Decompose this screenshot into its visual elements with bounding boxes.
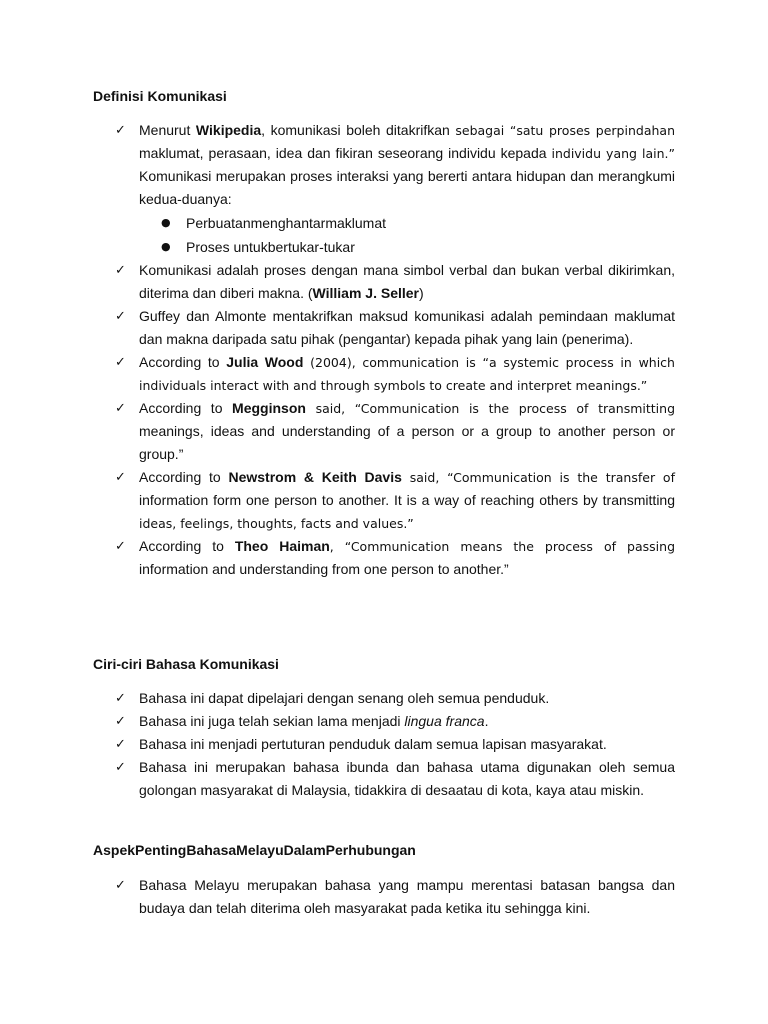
ciri-ciri-list bbox=[115, 687, 675, 802]
check-mark-icon: ✓ bbox=[115, 309, 126, 324]
list-item: ✓ According to Newstrom & Keith Davis said, “Communication is the transfer of information form one person to another. It is a way of reaching others by transmitting ideas, feelings, thoughts, facts and values.” bbox=[115, 466, 675, 535]
list-item: ✓ According to Julia Wood (2004), communication is “a systemic process in which individuals interact with and through symbols to create and interpret meanings.” bbox=[115, 351, 675, 397]
definisi-list bbox=[115, 119, 675, 581]
section-title-definisi: Definisi Komunikasi bbox=[93, 88, 227, 104]
check-mark-icon: ✓ bbox=[115, 401, 126, 416]
list-item: ✓ Bahasa ini juga telah sekian lama menjadi lingua franca. bbox=[115, 710, 675, 733]
check-mark-icon: ✓ bbox=[115, 878, 126, 893]
sub-list-item: ● Perbuatanmenghantarmaklumat bbox=[139, 211, 675, 235]
list-item: ✓ According to Megginson said, “Communication is the process of transmitting meanings, ideas and understanding of a person or a group to another person or group.” bbox=[115, 397, 675, 466]
aspek-penting-list bbox=[115, 874, 675, 920]
list-item: ✓ Bahasa ini menjadi pertuturan penduduk dalam semua lapisan masyarakat. bbox=[115, 733, 675, 756]
check-mark-icon: ✓ bbox=[115, 539, 126, 554]
list-item: ✓ Menurut Wikipedia, komunikasi boleh ditakrifkan sebagai “satu proses perpindahan maklumat, perasaan, idea dan fikiran seseorang individu kepada individu yang lain.” Komunikasi merupakan proses interaksi yang bererti antara hidupan dan merangkumi kedua-duanya: ● Perbuatanmenghantarmaklumat ● Proses untukbertukar-tukar bbox=[115, 119, 675, 259]
bullet-dot-icon: ● bbox=[161, 240, 171, 253]
section-title-ciri-ciri: Ciri-ciri Bahasa Komunikasi bbox=[93, 656, 279, 672]
check-mark-icon: ✓ bbox=[115, 691, 126, 706]
check-mark-icon: ✓ bbox=[115, 714, 126, 729]
section-title-aspek-penting: AspekPentingBahasaMelayuDalamPerhubungan bbox=[93, 842, 416, 858]
list-item: ✓ Bahasa ini merupakan bahasa ibunda dan bahasa utama digunakan oleh semua golongan masyarakat di Malaysia, tidakkira di desaatau di kota, kaya atau miskin. bbox=[115, 756, 675, 802]
bullet-dot-icon: ● bbox=[161, 216, 171, 229]
list-item: ✓ Komunikasi adalah proses dengan mana simbol verbal dan bukan verbal dikirimkan, diterima dan diberi makna. (William J. Seller) bbox=[115, 259, 675, 305]
list-item: ✓ Bahasa ini dapat dipelajari dengan senang oleh semua penduduk. bbox=[115, 687, 675, 710]
check-mark-icon: ✓ bbox=[115, 760, 126, 775]
check-mark-icon: ✓ bbox=[115, 470, 126, 485]
list-item: ✓ Guffey dan Almonte mentakrifkan maksud komunikasi adalah pemindaan maklumat dan makna daripada satu pihak (pengantar) kepada pihak yang lain (penerima). bbox=[115, 305, 675, 351]
sub-bullet-list bbox=[139, 211, 675, 259]
list-item: ✓ Bahasa Melayu merupakan bahasa yang mampu merentasi batasan bangsa dan budaya dan telah diterima oleh masyarakat pada ketika itu sehingga kini. bbox=[115, 874, 675, 920]
check-mark-icon: ✓ bbox=[115, 123, 126, 138]
check-mark-icon: ✓ bbox=[115, 355, 126, 370]
list-item: ✓ According to Theo Haiman, “Communication means the process of passing information and understanding from one person to another.” bbox=[115, 535, 675, 581]
check-mark-icon: ✓ bbox=[115, 737, 126, 752]
sub-list-item: ● Proses untukbertukar-tukar bbox=[139, 235, 675, 259]
check-mark-icon: ✓ bbox=[115, 263, 126, 278]
